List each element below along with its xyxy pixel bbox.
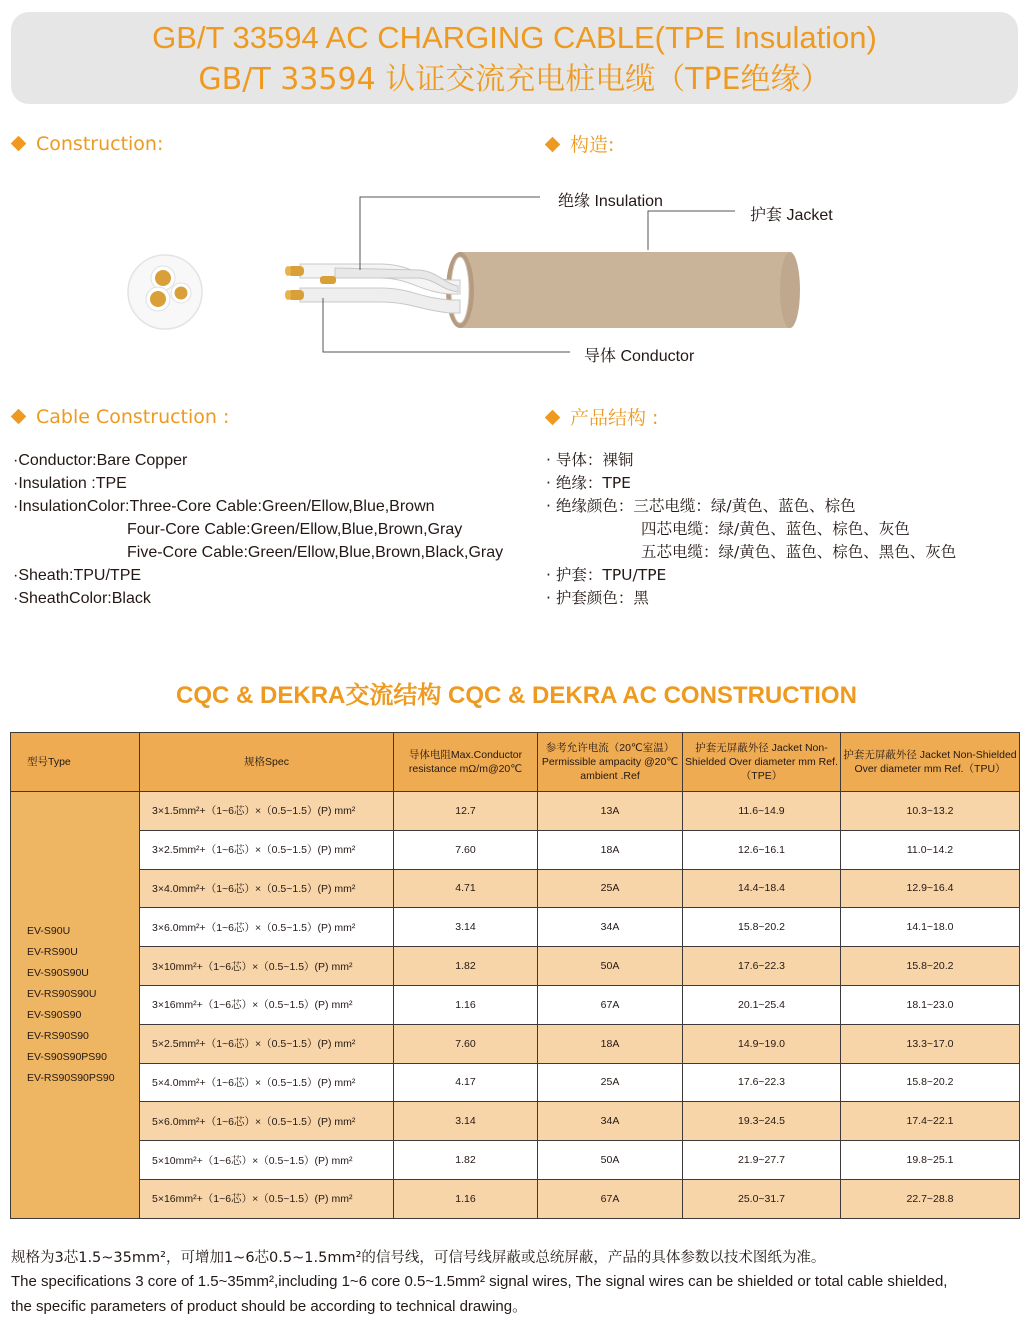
ampacity-cell: 34A	[538, 908, 683, 947]
tpe-cell: 17.6~22.3	[683, 1063, 841, 1102]
ampacity-cell: 50A	[538, 947, 683, 986]
spec-cell: 5×6.0mm²+（1~6芯）×（0.5~1.5）(P) mm²	[140, 1102, 394, 1141]
header-spec: 规格Spec	[140, 733, 394, 792]
cable-side-view	[285, 252, 800, 328]
tpu-cell: 22.7~28.8	[841, 1179, 1020, 1218]
note-chinese: 规格为3芯1.5~35mm²，可增加1~6芯0.5~1.5mm²的信号线，可信号线屏蔽或总统屏蔽，产品的具体参数以技术图纸为准。	[11, 1250, 826, 1266]
resistance-cell: 1.82	[394, 1141, 538, 1180]
tpe-cell: 15.8~20.2	[683, 908, 841, 947]
table-row	[11, 1179, 1020, 1218]
type-item: EV-S90S90PS90	[27, 1050, 107, 1063]
tpu-cell: 13.3~17.0	[841, 1024, 1020, 1063]
table-row	[11, 1141, 1020, 1180]
table-row	[11, 1024, 1020, 1063]
type-item: EV-S90S90U	[27, 966, 89, 979]
resistance-cell: 7.60	[394, 1024, 538, 1063]
type-item: EV-RS90S90U	[27, 987, 97, 1000]
ampacity-cell: 25A	[538, 869, 683, 908]
diamond-bullet-icon	[545, 137, 561, 153]
construction-heading-en: Construction:	[10, 132, 163, 156]
tpe-cell: 21.9~27.7	[683, 1141, 841, 1180]
ampacity-cell: 18A	[538, 830, 683, 869]
page-header	[11, 12, 1018, 104]
table-row	[11, 830, 1020, 869]
spec-line-insulation: ·Insulation :TPE	[13, 475, 127, 492]
note-english-2: the specific parameters of product should be according to technical drawing。	[11, 1298, 528, 1315]
tpe-cell: 17.6~22.3	[683, 947, 841, 986]
spec-cell: 3×10mm²+（1~6芯）×（0.5~1.5）(P) mm²	[140, 947, 394, 986]
cable-cross-section	[128, 255, 202, 329]
tpe-cell: 14.4~18.4	[683, 869, 841, 908]
spec-cell: 5×16mm²+（1~6芯）×（0.5~1.5）(P) mm²	[140, 1179, 394, 1218]
tpe-cell: 19.3~24.5	[683, 1102, 841, 1141]
tpe-cell: 12.6~16.1	[683, 830, 841, 869]
cn-line-insulation: · 绝缘：TPE	[546, 474, 631, 492]
tpu-cell: 14.1~18.0	[841, 908, 1020, 947]
conductor-label: 导体 Conductor	[584, 348, 695, 365]
ampacity-cell: 34A	[538, 1102, 683, 1141]
jacket-label: 护套 Jacket	[750, 207, 833, 224]
tpe-cell: 14.9~19.0	[683, 1024, 841, 1063]
title-chinese: GB/T 33594 认证交流充电桩电缆（TPE绝缘）	[198, 62, 831, 97]
resistance-cell: 1.16	[394, 1179, 538, 1218]
type-item: EV-S90S90	[27, 1008, 82, 1021]
spec-cell: 5×2.5mm²+（1~6芯）×（0.5~1.5）(P) mm²	[140, 1024, 394, 1063]
cn-line-sheath-color: · 护套颜色：黑	[546, 589, 649, 607]
spec-cell: 3×2.5mm²+（1~6芯）×（0.5~1.5）(P) mm²	[140, 830, 394, 869]
title-english: GB/T 33594 AC CHARGING CABLE(TPE Insulation)	[152, 20, 877, 55]
header-diameter-tpu: 护套无屏蔽外径 Jacket Non-Shielded Over diameter mm Ref.（TPU）	[841, 733, 1020, 792]
header-ampacity: 参考允许电流（20℃室温）Permissible ampacity @20℃ ambient .Ref	[538, 733, 683, 792]
diamond-bullet-icon	[545, 410, 561, 426]
spec-cell: 3×1.5mm²+（1~6芯）×（0.5~1.5）(P) mm²	[140, 792, 394, 831]
cn-line-five-core: 五芯电缆：绿/黄色、蓝色、棕色、黑色、灰色	[641, 543, 957, 561]
spec-line-insulation-color: ·InsulationColor:Three-Core Cable:Green/Ellow,Blue,Brown	[13, 498, 435, 515]
table-row	[11, 985, 1020, 1024]
ampacity-cell: 13A	[538, 792, 683, 831]
resistance-cell: 1.82	[394, 947, 538, 986]
header-diameter-tpe: 护套无屏蔽外径 Jacket Non-Shielded Over diameter mm Ref.（TPE）	[683, 733, 841, 792]
tpu-cell: 11.0~14.2	[841, 830, 1020, 869]
tpu-cell: 10.3~13.2	[841, 792, 1020, 831]
ampacity-cell: 67A	[538, 985, 683, 1024]
cn-line-four-core: 四芯电缆：绿/黄色、蓝色、棕色、灰色	[641, 520, 910, 538]
tpu-cell: 15.8~20.2	[841, 947, 1020, 986]
tpe-cell: 11.6~14.9	[683, 792, 841, 831]
note-english-1: The specifications 3 core of 1.5~35mm²,including 1~6 core 0.5~1.5mm² signal wires, The signal wires can be shielded or total cable shielded,	[11, 1273, 948, 1290]
ampacity-cell: 25A	[538, 1063, 683, 1102]
resistance-cell: 1.16	[394, 985, 538, 1024]
table-row	[11, 1102, 1020, 1141]
tpu-cell: 18.1~23.0	[841, 985, 1020, 1024]
resistance-cell: 3.14	[394, 908, 538, 947]
table-row	[11, 908, 1020, 947]
ampacity-cell: 18A	[538, 1024, 683, 1063]
spec-cell: 3×16mm²+（1~6芯）×（0.5~1.5）(P) mm²	[140, 985, 394, 1024]
cn-line-sheath: · 护套：TPU/TPE	[546, 566, 667, 584]
construction-heading-cn: 构造:	[544, 133, 614, 157]
resistance-cell: 4.17	[394, 1063, 538, 1102]
table-header-row	[11, 733, 1020, 792]
header-resistance: 导体电阻Max.Conductor resistance mΩ/m@20℃	[394, 733, 538, 792]
tpu-cell: 17.4~22.1	[841, 1102, 1020, 1141]
cn-line-conductor: · 导体：裸铜	[546, 451, 634, 469]
table-title: CQC & DEKRA交流结构 CQC & DEKRA AC CONSTRUCTION	[176, 682, 857, 709]
tpe-cell: 25.0~31.7	[683, 1179, 841, 1218]
spec-table	[10, 732, 1020, 1219]
resistance-cell: 7.60	[394, 830, 538, 869]
tpu-cell: 19.8~25.1	[841, 1141, 1020, 1180]
cable-diagram	[120, 180, 880, 370]
header-type: 型号Type	[11, 733, 140, 792]
table-row	[11, 869, 1020, 908]
spec-line-sheath: ·Sheath:TPU/TPE	[13, 567, 142, 584]
resistance-cell: 4.71	[394, 869, 538, 908]
ampacity-cell: 67A	[538, 1179, 683, 1218]
type-item: EV-RS90S90	[27, 1029, 89, 1042]
cable-construction-heading-en: Cable Construction :	[10, 405, 229, 429]
type-item: EV-S90U	[27, 924, 71, 937]
spec-cell: 5×10mm²+（1~6芯）×（0.5~1.5）(P) mm²	[140, 1141, 394, 1180]
cable-construction-heading-cn: 产品结构 :	[544, 406, 658, 430]
spec-cell: 3×4.0mm²+（1~6芯）×（0.5~1.5）(P) mm²	[140, 869, 394, 908]
tpu-cell: 12.9~16.4	[841, 869, 1020, 908]
type-item: EV-RS90U	[27, 945, 78, 958]
spec-line-sheath-color: ·SheathColor:Black	[13, 590, 151, 607]
resistance-cell: 3.14	[394, 1102, 538, 1141]
tpu-cell: 15.8~20.2	[841, 1063, 1020, 1102]
spec-line-four-core: Four-Core Cable:Green/Ellow,Blue,Brown,Gray	[127, 521, 463, 538]
type-cell	[11, 792, 140, 1219]
diamond-bullet-icon	[11, 409, 27, 425]
spec-line-conductor: ·Conductor:Bare Copper	[13, 452, 188, 469]
cn-line-insulation-color: · 绝缘颜色：三芯电缆：绿/黄色、蓝色、棕色	[546, 497, 856, 515]
spec-line-five-core: Five-Core Cable:Green/Ellow,Blue,Brown,Black,Gray	[127, 544, 504, 561]
insulation-label: 绝缘 Insulation	[558, 193, 663, 210]
table-row	[11, 792, 1020, 831]
table-row	[11, 947, 1020, 986]
table-row	[11, 1063, 1020, 1102]
tpe-cell: 20.1~25.4	[683, 985, 841, 1024]
diamond-bullet-icon	[11, 136, 27, 152]
ampacity-cell: 50A	[538, 1141, 683, 1180]
spec-cell: 3×6.0mm²+（1~6芯）×（0.5~1.5）(P) mm²	[140, 908, 394, 947]
resistance-cell: 12.7	[394, 792, 538, 831]
type-item: EV-RS90S90PS90	[27, 1071, 115, 1084]
spec-cell: 5×4.0mm²+（1~6芯）×（0.5~1.5）(P) mm²	[140, 1063, 394, 1102]
